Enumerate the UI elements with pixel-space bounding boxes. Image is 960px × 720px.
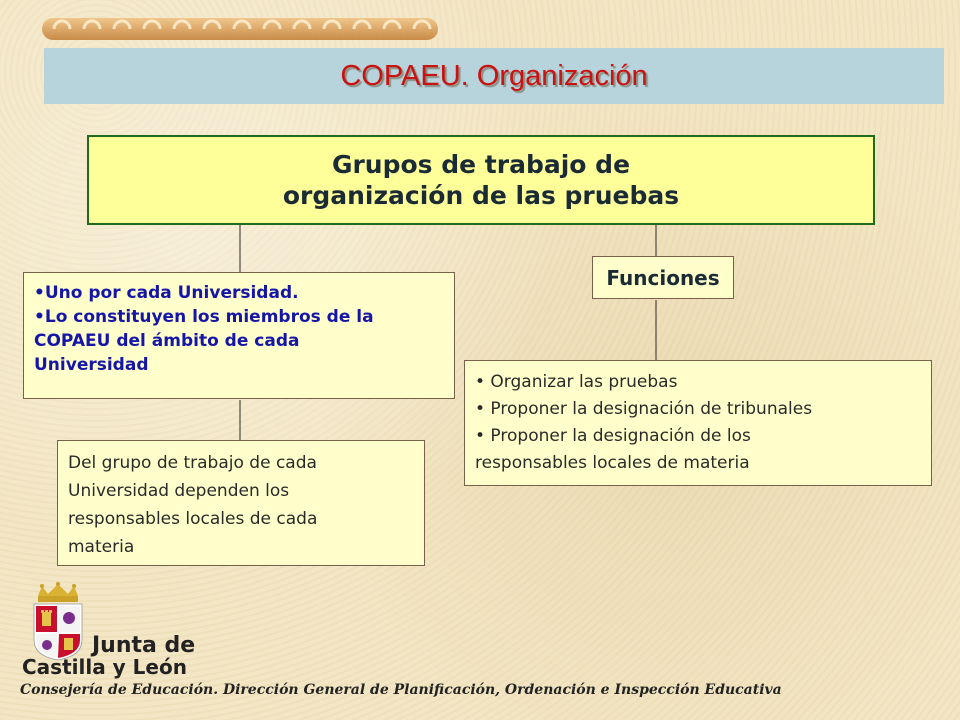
dependency-line: responsables locales de cada [68,509,318,529]
dependency-line: Universidad dependen los [68,481,290,501]
function-item: responsables locales de materia [475,453,750,473]
crown-icon [38,582,78,602]
university-line: •Uno por cada Universidad. [34,283,299,303]
functions-list-box [464,360,932,486]
function-item: • Proponer la designación de los [475,426,751,446]
dependency-box [57,440,425,566]
logo-text-line-1: Junta de [92,633,196,658]
university-line: COPAEU del ámbito de cada [34,331,300,351]
university-line: Universidad [34,355,149,375]
main-box-line-2: organización de las pruebas [282,181,680,210]
logo-text-line-2: Castilla y León [22,655,187,679]
functions-label: Funciones [606,265,720,290]
university-group-box [23,272,455,399]
function-item: • Organizar las pruebas [475,372,678,392]
footer-text: Consejería de Educación. Dirección General de Planificación, Ordenación e Inspección Educativa [20,682,782,698]
coat-of-arms-icon [34,604,82,660]
page-title: COPAEU. Organización [340,59,648,92]
dependency-line: materia [68,537,135,557]
junta-castilla-leon-logo [20,582,210,682]
decorative-ornament [40,14,440,44]
university-line: •Lo constituyen los miembros de la [34,307,374,327]
title-banner [44,48,944,104]
dependency-line: Del grupo de trabajo de cada [68,453,317,473]
main-group-box [87,135,875,225]
main-box-line-1: Grupos de trabajo de [331,149,631,179]
functions-label-box [592,256,734,299]
function-item: • Proponer la designación de tribunales [475,399,813,419]
